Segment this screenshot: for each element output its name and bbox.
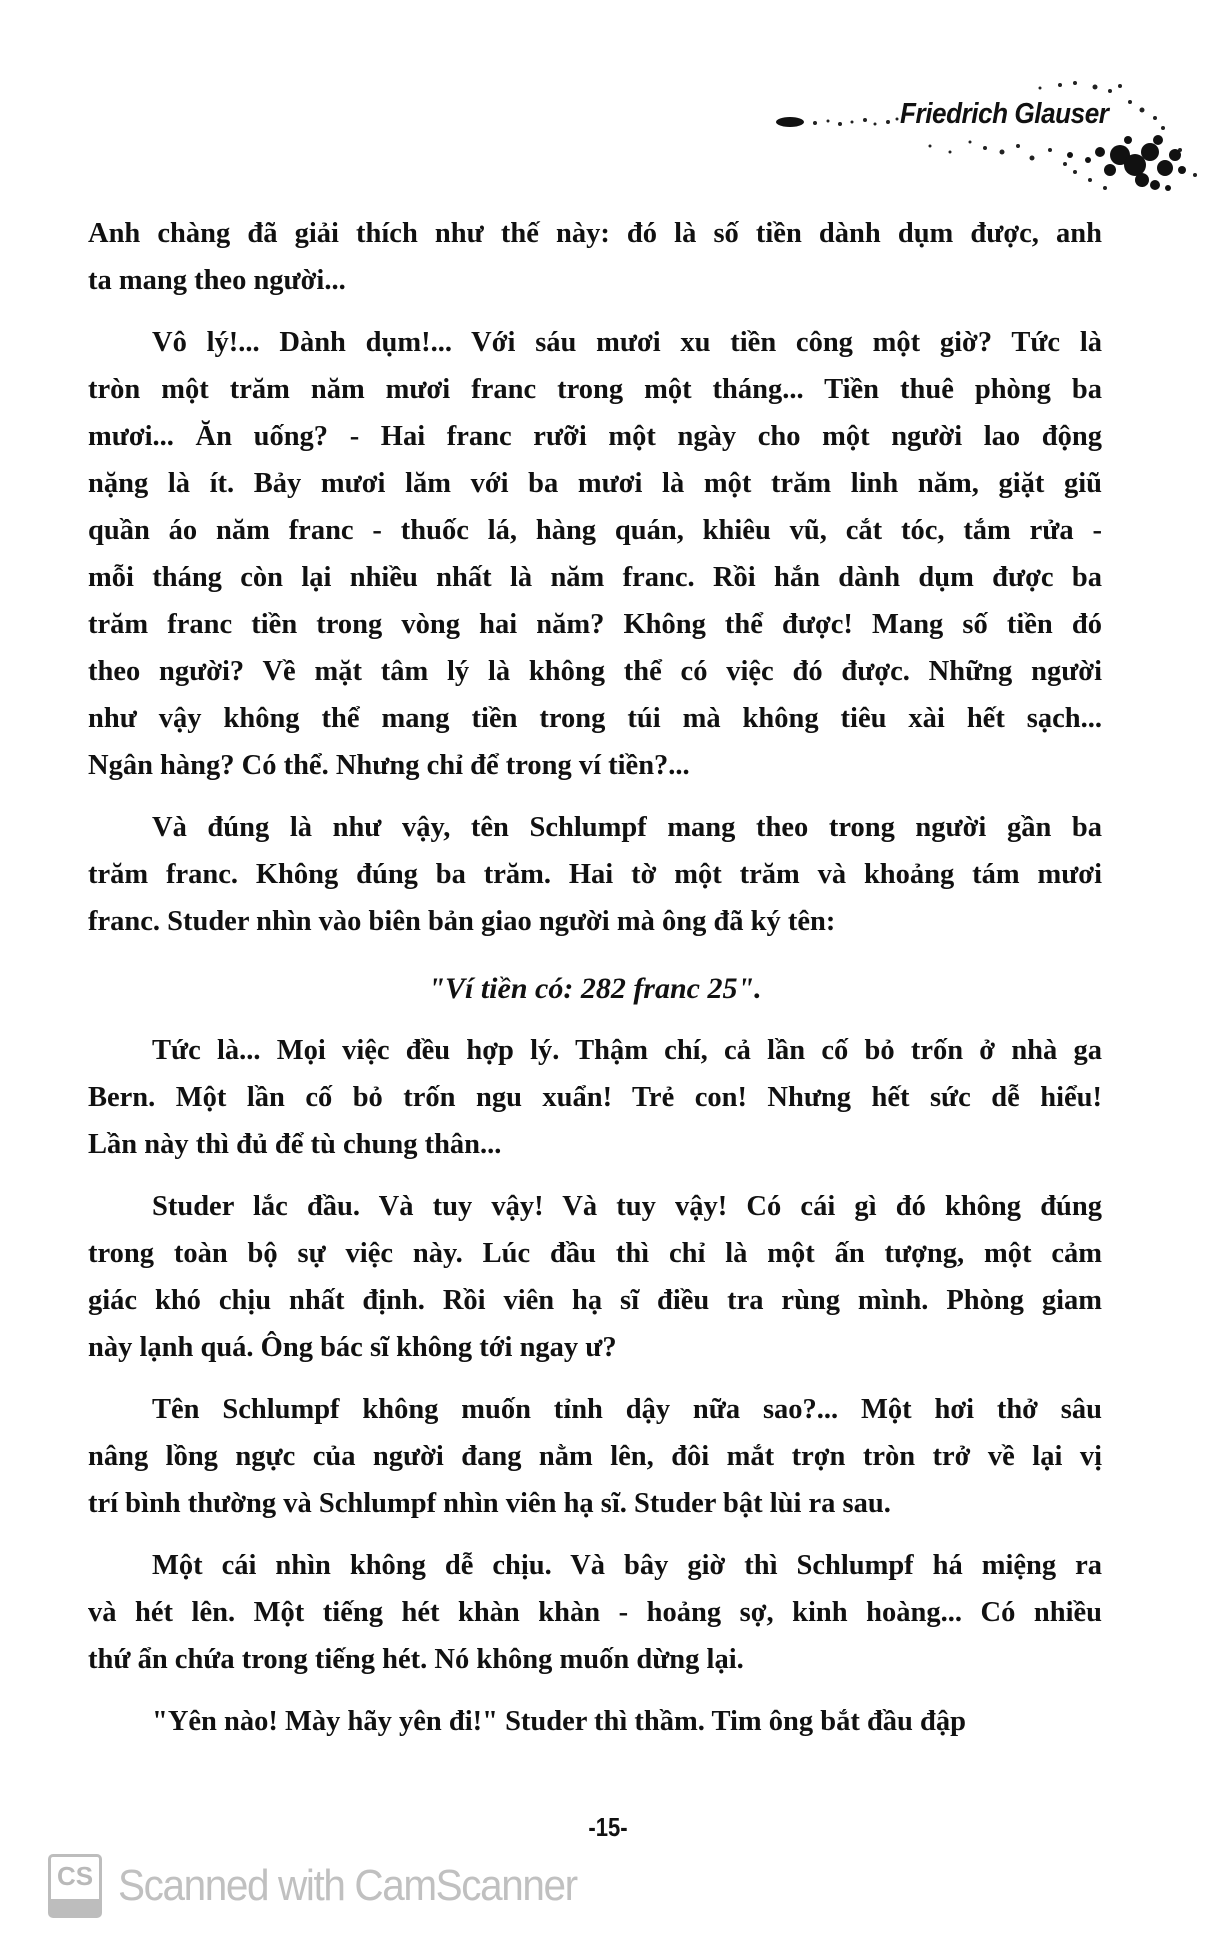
text-line: tròn một trăm năm mươi franc trong một tháng... Tiền thuê phòng ba [88,374,1102,405]
text-line: thứ ẩn chứa trong tiếng hét. Nó không muốn dừng lại. [88,1644,744,1675]
text-line: trong toàn bộ sự việc này. Lúc đầu thì chỉ là một ấn tượng, một cảm [88,1238,1102,1269]
camscanner-logo-bar [51,1899,99,1915]
text-line: franc. Studer nhìn vào biên bản giao người mà ông đã ký tên: [88,906,836,937]
page-number: -15- [588,1812,628,1842]
text-line: trăm franc. Không đúng ba trăm. Hai tờ một trăm và khoảng tám mươi [88,859,1102,890]
text-line: Bern. Một lần cố bỏ trốn ngu xuẩn! Trẻ con! Nhưng hết sức dễ hiểu! [88,1082,1102,1113]
text-line: Tên Schlumpf không muốn tỉnh dậy nữa sao?... Một hơi thở sâu [152,1394,1102,1425]
text-line: mỗi tháng còn lại nhiều nhất là năm franc. Rồi hắn dành dụm được ba [88,562,1102,593]
text-line: quần áo năm franc - thuốc lá, hàng quán, khiêu vũ, cắt tóc, tắm rửa - [88,515,1102,546]
text-line: Anh chàng đã giải thích như thế này: đó là số tiền dành dụm được, anh [88,218,1102,249]
text-line: Studer lắc đầu. Và tuy vậy! Và tuy vậy! Có cái gì đó không đúng [152,1191,1102,1222]
text-line: ta mang theo người... [88,265,346,296]
author-name: Friedrich Glauser [900,98,1109,130]
text-line: theo người? Về mặt tâm lý là không thể có việc đó được. Những người [88,656,1102,687]
text-line: "Yên nào! Mày hãy yên đi!" Studer thì thầm. Tim ông bắt đầu đập [152,1706,966,1737]
text-line: nâng lồng ngực của người đang nằm lên, đôi mắt trợn tròn trở về lại vị [88,1441,1102,1472]
text-line: Và đúng là như vậy, tên Schlumpf mang theo trong người gần ba [152,812,1102,843]
text-line: này lạnh quá. Ông bác sĩ không tới ngay ư? [88,1332,617,1363]
text-line: Một cái nhìn không dễ chịu. Và bây giờ thì Schlumpf há miệng ra [152,1550,1102,1581]
text-line: Ngân hàng? Có thể. Nhưng chỉ để trong ví tiền?... [88,750,690,781]
text-line: và hét lên. Một tiếng hét khàn khàn - hoảng sợ, kinh hoàng... Có nhiều [88,1597,1102,1628]
camscanner-logo-icon [48,1854,102,1918]
text-line: Lần này thì đủ để tù chung thân... [88,1129,502,1160]
camscanner-logo-text: CS [56,1861,94,1891]
text-line: giác khó chịu nhất định. Rồi viên hạ sĩ điều tra rùng mình. Phòng giam [88,1285,1102,1316]
text-line: Tức là... Mọi việc đều hợp lý. Thậm chí, cả lần cố bỏ trốn ở nhà ga [152,1035,1102,1066]
quoted-text: "Ví tiền có: 282 franc 25". [428,972,762,1005]
text-line: trăm franc tiền trong vòng hai năm? Không thể được! Mang số tiền đó [88,609,1102,640]
text-line: trí bình thường và Schlumpf nhìn viên hạ sĩ. Studer bật lùi ra sau. [88,1488,891,1519]
camscanner-watermark [48,1853,617,1919]
text-line: Vô lý!... Dành dụm!... Với sáu mươi xu tiền công một giờ? Tức là [152,327,1102,358]
running-header [770,80,1210,200]
text-line: mươi... Ăn uống? - Hai franc rưỡi một ngày cho một người lao động [88,421,1102,452]
text-line: nặng là ít. Bảy mươi lăm với ba mươi là một trăm linh năm, giặt giũ [88,468,1102,499]
text-line: như vậy không thể mang tiền trong túi mà không tiêu xài hết sạch... [88,703,1102,734]
watermark-text: Scanned with CamScanner [118,1861,577,1910]
